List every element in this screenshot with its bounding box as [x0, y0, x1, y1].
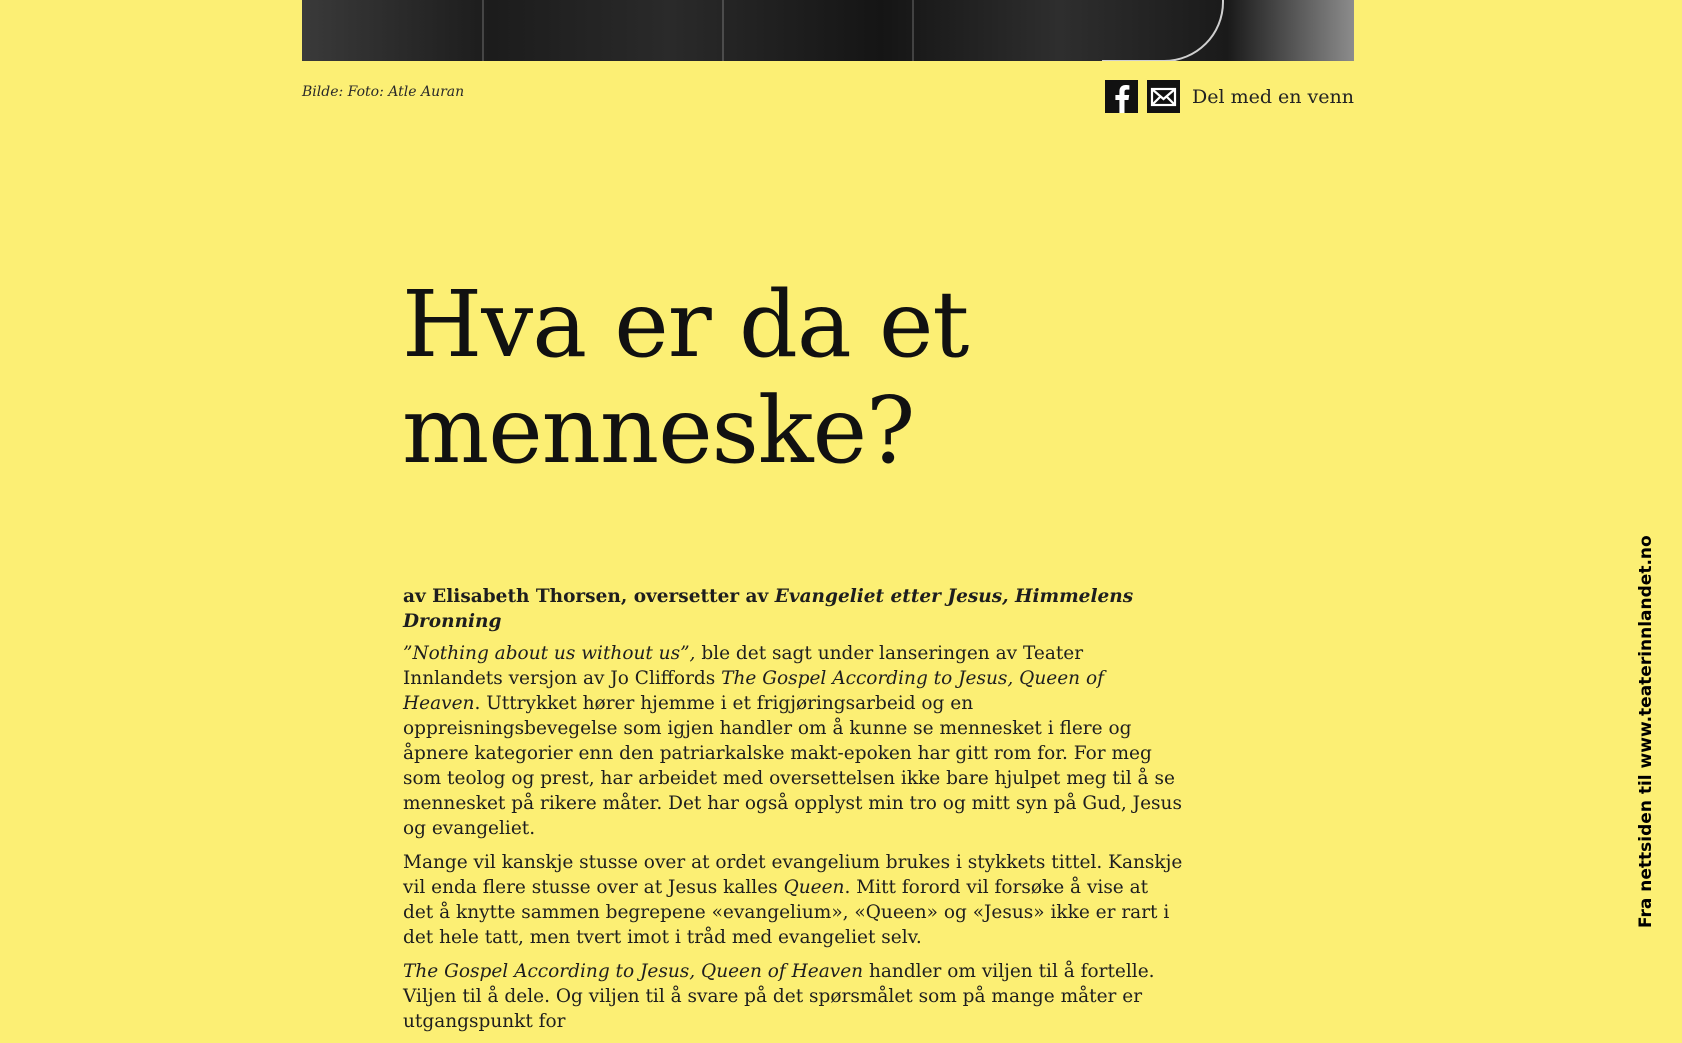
- photo-caption: Bilde: Foto: Atle Auran: [302, 84, 465, 100]
- byline-author: av Elisabeth Thorsen, oversetter av: [403, 586, 775, 607]
- article-title: [402, 272, 1162, 484]
- byline-work: Evangeliet etter Jesus, Himmelens Dronning: [403, 586, 1134, 632]
- paragraph-text: Mange vil kanskje stusse over at ordet evangelium brukes i stykkets tittel. Kanskje vil enda flere stusse over at Jesus kalles: [403, 852, 1183, 898]
- paragraph: [403, 959, 1183, 1034]
- play-title: The Gospel According to Jesus, Queen of Heaven: [403, 668, 1104, 714]
- paragraph-text: . Uttrykket hører hjemme i et frigjøringsarbeid og en oppreisningsbevegelse som igjen handler om å kunne se mennesket i flere og åpnere kategorier enn den patriarkalske makt-epoken har gitt rom for. For meg som teolog og prest, har arbeidet med oversettelsen ikke bare hjulpet meg til å se mennesket på rikere måter. Det har også opplyst min tro og mitt syn på Gud, Jesus og evangeliet.: [403, 693, 1182, 839]
- email-icon[interactable]: [1147, 80, 1180, 113]
- paragraph-text: ble det sagt under lanseringen av Teater Innlandets versjon av Jo Cliffords: [403, 643, 1084, 689]
- paragraph-text: handler om viljen til å fortelle. Viljen til å dele. Og viljen til å svare på det spørsmålet som på mange måter er utgangspunkt for: [403, 961, 1155, 1032]
- play-title: The Gospel According to Jesus, Queen of Heaven: [403, 961, 864, 982]
- title-line-1: Hva er da et: [402, 271, 969, 378]
- hero-photo: [302, 0, 1354, 61]
- facebook-icon[interactable]: [1105, 80, 1138, 113]
- paragraph: [403, 850, 1183, 950]
- share-bar: [1105, 80, 1354, 113]
- share-link[interactable]: Del med en venn: [1191, 85, 1354, 108]
- title-line-2: menneske?: [402, 377, 915, 484]
- byline: [403, 584, 1183, 634]
- queen-word: Queen: [783, 877, 845, 898]
- article-body: [403, 584, 1183, 1043]
- paragraph-quote: ”Nothing about us without us”,: [403, 643, 696, 664]
- paragraph-text: . Mitt forord vil forsøke å vise at det å knytte sammen begrepene «evangelium», «Queen» og «Jesus» ikke er rart i det hele tatt, men tvert imot i tråd med evangeliet selv.: [403, 877, 1170, 948]
- source-attribution: Fra nettsiden til www.teaterinnlandet.no: [1636, 535, 1656, 928]
- paragraph: [403, 641, 1183, 841]
